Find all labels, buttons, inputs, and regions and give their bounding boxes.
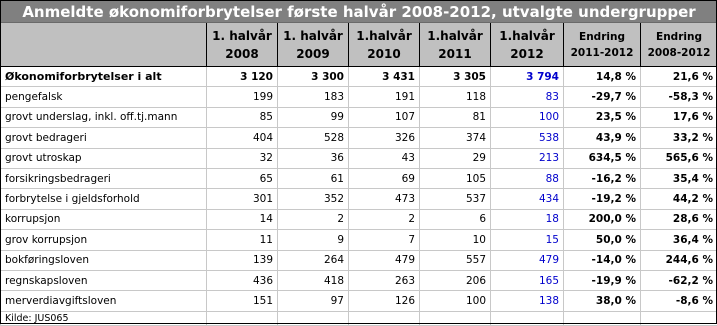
value-cell-2008[interactable]: 3 120 [207,67,278,87]
change-2011-2012-cell[interactable]: 14,8 % [564,67,641,87]
row-label-cell[interactable]: grov korrupsjon [1,230,207,250]
row-label-cell[interactable]: forbrytelse i gjeldsforhold [1,189,207,209]
value-cell-2012[interactable]: 18 [491,209,564,229]
empty-cell[interactable] [349,311,420,325]
value-cell-2011[interactable]: 100 [420,291,491,311]
change-2011-2012-cell[interactable]: 200,0 % [564,209,641,229]
value-cell-2008[interactable]: 32 [207,148,278,168]
value-cell-2012[interactable]: 3 794 [491,67,564,87]
value-cell-2010[interactable]: 3 431 [349,67,420,87]
row-label-cell[interactable]: korrupsjon [1,209,207,229]
value-cell-2009[interactable]: 61 [278,168,349,188]
value-cell-2011[interactable]: 206 [420,270,491,290]
value-cell-2011[interactable]: 10 [420,230,491,250]
row-label-cell[interactable]: forsikringsbedrageri [1,168,207,188]
value-cell-2009[interactable]: 528 [278,128,349,148]
value-cell-2011[interactable]: 6 [420,209,491,229]
change-2008-2012-cell[interactable]: -8,6 % [641,291,717,311]
header-2009[interactable]: 1. halvår 2009 [278,23,349,67]
value-cell-2012[interactable]: 100 [491,107,564,127]
value-cell-2008[interactable]: 65 [207,168,278,188]
table-row [1,148,717,168]
change-2008-2012-cell[interactable]: 28,6 % [641,209,717,229]
value-cell-2011[interactable]: 537 [420,189,491,209]
row-label-cell[interactable]: Økonomiforbrytelser i alt [1,67,207,87]
value-cell-2011[interactable]: 374 [420,128,491,148]
value-cell-2009[interactable]: 99 [278,107,349,127]
empty-cell[interactable] [491,311,564,325]
value-cell-2012[interactable]: 15 [491,230,564,250]
change-2011-2012-cell[interactable]: 634,5 % [564,148,641,168]
header-label-cell[interactable] [1,23,207,67]
row-label-cell[interactable]: pengefalsk [1,87,207,107]
table-row [1,291,717,311]
value-cell-2010[interactable]: 7 [349,230,420,250]
row-label-cell[interactable]: grovt underslag, inkl. off.tj.mann [1,107,207,127]
empty-cell[interactable] [420,311,491,325]
empty-cell[interactable] [564,311,641,325]
change-2011-2012-cell[interactable]: -29,7 % [564,87,641,107]
change-2008-2012-cell[interactable]: -62,2 % [641,270,717,290]
value-cell-2008[interactable]: 151 [207,291,278,311]
value-cell-2009[interactable]: 183 [278,87,349,107]
value-cell-2008[interactable]: 11 [207,230,278,250]
value-cell-2012[interactable]: 538 [491,128,564,148]
header-2010[interactable]: 1.halvår 2010 [349,23,420,67]
value-cell-2009[interactable]: 264 [278,250,349,270]
change-2008-2012-cell[interactable]: 33,2 % [641,128,717,148]
change-2008-2012-cell[interactable]: 35,4 % [641,168,717,188]
header-2011[interactable]: 1.halvår 2011 [420,23,491,67]
change-2008-2012-cell[interactable]: -58,3 % [641,87,717,107]
table-row [1,250,717,270]
value-cell-2010[interactable]: 326 [349,128,420,148]
header-2008[interactable]: 1. halvår 2008 [207,23,278,67]
header-change-2008-2012[interactable]: Endring 2008-2012 [641,23,717,67]
value-cell-2010[interactable]: 191 [349,87,420,107]
header-change-2011-2012[interactable]: Endring 2011-2012 [564,23,641,67]
value-cell-2008[interactable]: 436 [207,270,278,290]
table-row [1,128,717,148]
change-2008-2012-cell[interactable]: 36,4 % [641,230,717,250]
row-label-cell[interactable]: grovt utroskap [1,148,207,168]
change-2008-2012-cell[interactable]: 565,6 % [641,148,717,168]
value-cell-2010[interactable]: 69 [349,168,420,188]
change-2008-2012-cell[interactable]: 21,6 % [641,67,717,87]
header-row [1,23,717,67]
row-label-cell[interactable]: merverdiavgiftsloven [1,291,207,311]
header-2012[interactable]: 1.halvår 2012 [491,23,564,67]
source-note[interactable]: Kilde: JUS065 [1,311,207,325]
value-cell-2012[interactable]: 138 [491,291,564,311]
value-cell-2011[interactable]: 118 [420,87,491,107]
value-cell-2010[interactable]: 107 [349,107,420,127]
value-cell-2012[interactable]: 434 [491,189,564,209]
title-row [1,1,717,23]
value-cell-2011[interactable]: 557 [420,250,491,270]
value-cell-2008[interactable]: 85 [207,107,278,127]
value-cell-2010[interactable]: 473 [349,189,420,209]
table-title[interactable]: Anmeldte økonomiforbrytelser første halvår 2008-2012, utvalgte undergrupper [1,1,717,23]
change-2011-2012-cell[interactable]: 43,9 % [564,128,641,148]
value-cell-2010[interactable]: 263 [349,270,420,290]
source-row [1,311,717,325]
table-row [1,87,717,107]
value-cell-2010[interactable]: 2 [349,209,420,229]
table-row [1,107,717,127]
table-row [1,270,717,290]
value-cell-2009[interactable]: 418 [278,270,349,290]
value-cell-2009[interactable]: 2 [278,209,349,229]
value-cell-2008[interactable]: 404 [207,128,278,148]
value-cell-2008[interactable]: 301 [207,189,278,209]
value-cell-2011[interactable]: 3 305 [420,67,491,87]
change-2008-2012-cell[interactable]: 17,6 % [641,107,717,127]
change-2011-2012-cell[interactable]: -19,2 % [564,189,641,209]
value-cell-2008[interactable]: 14 [207,209,278,229]
change-2011-2012-cell[interactable]: -19,9 % [564,270,641,290]
row-label-cell[interactable]: regnskapsloven [1,270,207,290]
table-row [1,230,717,250]
value-cell-2010[interactable]: 479 [349,250,420,270]
empty-cell[interactable] [207,311,278,325]
value-cell-2012[interactable]: 83 [491,87,564,107]
value-cell-2012[interactable]: 479 [491,250,564,270]
change-2011-2012-cell[interactable]: -14,0 % [564,250,641,270]
change-2008-2012-cell[interactable]: 44,2 % [641,189,717,209]
change-2011-2012-cell[interactable]: 50,0 % [564,230,641,250]
table-row [1,189,717,209]
value-cell-2009[interactable]: 97 [278,291,349,311]
change-2011-2012-cell[interactable]: -16,2 % [564,168,641,188]
value-cell-2012[interactable]: 213 [491,148,564,168]
row-label-cell[interactable]: grovt bedrageri [1,128,207,148]
value-cell-2011[interactable]: 81 [420,107,491,127]
value-cell-2010[interactable]: 126 [349,291,420,311]
table-row [1,67,717,87]
value-cell-2009[interactable]: 9 [278,230,349,250]
value-cell-2008[interactable]: 199 [207,87,278,107]
value-cell-2011[interactable]: 105 [420,168,491,188]
empty-cell[interactable] [641,311,717,325]
value-cell-2010[interactable]: 43 [349,148,420,168]
value-cell-2011[interactable]: 29 [420,148,491,168]
value-cell-2009[interactable]: 3 300 [278,67,349,87]
change-2011-2012-cell[interactable]: 23,5 % [564,107,641,127]
empty-cell[interactable] [278,311,349,325]
table-row [1,168,717,188]
table-row [1,209,717,229]
value-cell-2008[interactable]: 139 [207,250,278,270]
row-label-cell[interactable]: bokføringsloven [1,250,207,270]
change-2011-2012-cell[interactable]: 38,0 % [564,291,641,311]
value-cell-2012[interactable]: 88 [491,168,564,188]
value-cell-2009[interactable]: 352 [278,189,349,209]
change-2008-2012-cell[interactable]: 244,6 % [641,250,717,270]
value-cell-2009[interactable]: 36 [278,148,349,168]
value-cell-2012[interactable]: 165 [491,270,564,290]
